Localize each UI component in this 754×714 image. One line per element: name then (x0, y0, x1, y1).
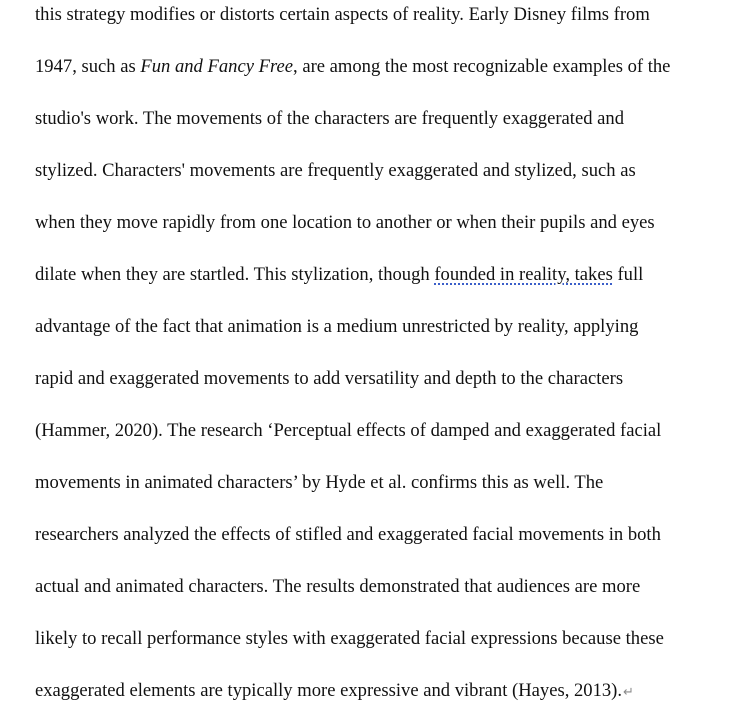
line-text: researchers analyzed the effects of stifled and exaggerated facial movements in both (35, 524, 661, 545)
line-text: movements in animated characters’ by Hyde et al. confirms this as well. The (35, 472, 604, 493)
paragraph-line (35, 159, 636, 183)
line-text: studio's work. The movements of the characters are frequently exaggerated and (35, 108, 624, 129)
grammar-flagged-text[interactable]: founded in reality, takes (434, 264, 613, 285)
line-text: this strategy modifies or distorts certain aspects of reality. Early Disney films from (35, 4, 650, 25)
paragraph-line (35, 315, 638, 339)
paragraph-line (35, 575, 640, 599)
paragraph-mark-icon: ↵ (623, 685, 634, 700)
line-text: (Hammer, 2020). The research ‘Perceptual effects of damped and exaggerated facial (35, 420, 662, 441)
paragraph-line (35, 3, 650, 27)
paragraph-line (35, 367, 623, 391)
paragraph-line (35, 419, 661, 443)
line-text: , are among the most recognizable examples of the (293, 56, 671, 77)
line-text: stylized. Characters' movements are frequently exaggerated and stylized, such as (35, 160, 636, 181)
paragraph-line (35, 627, 664, 651)
line-text: full (612, 264, 644, 285)
line-text: advantage of the fact that animation is a medium unrestricted by reality, applying (35, 316, 639, 337)
paragraph-line (35, 523, 661, 547)
paragraph-line (35, 107, 624, 131)
line-text: dilate when they are startled. This stylization, though (35, 264, 435, 285)
line-text: when they move rapidly from one location to another or when their pupils and eyes (35, 212, 655, 233)
line-text: exaggerated elements are typically more expressive and vibrant (Hayes, 2013). (35, 680, 623, 701)
paragraph-line (35, 471, 603, 495)
film-title-italic: Fun and Fancy Free (140, 56, 294, 77)
paragraph-line (35, 679, 634, 705)
line-text: likely to recall performance styles with exaggerated facial expressions because these (35, 628, 664, 649)
paragraph-line (35, 263, 643, 287)
paragraph-line (35, 211, 655, 235)
paragraph-line (35, 55, 670, 79)
line-text: rapid and exaggerated movements to add versatility and depth to the characters (35, 368, 624, 389)
line-text: 1947, such as (35, 56, 141, 77)
line-text: actual and animated characters. The results demonstrated that audiences are more (35, 576, 641, 597)
